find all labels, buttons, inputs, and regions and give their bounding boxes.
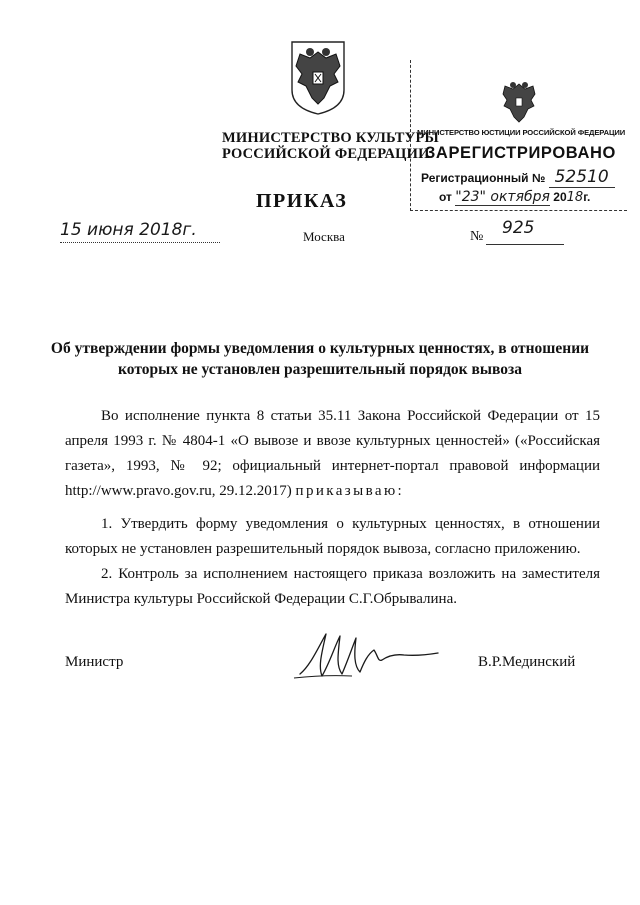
ministry-line-2: РОССИЙСКОЙ ФЕДЕРАЦИИ (222, 146, 430, 162)
stamp-status: ЗАРЕГИСТРИРОВАНО (425, 144, 616, 162)
stamp-date-hand: "23" октября (455, 189, 550, 205)
preamble-text: Во исполнение пункта 8 статьи 35.11 Закона Российской Федерации от 15 апреля 1993 г. № 4804-1 «О вывозе и ввозе культурных ценностей» («Российская газета», 1993, № 92; официальный интернет-портал правовой информации http://www.pravo.gov.ru, 29.12.2017) (65, 408, 600, 499)
stamp-ministry: МИНИСТЕРСТВО ЮСТИЦИИ РОССИЙСКОЙ ФЕДЕРАЦИИ (417, 128, 626, 137)
stamp-date (439, 189, 590, 205)
paragraph-item-2: 2. Контроль за исполнением настоящего приказа возложить на заместителя Министра культуры Российской Федерации С.Г.Обрывалина. (65, 566, 600, 607)
preamble-action: приказываю: (295, 483, 405, 499)
signer-title: Министр (65, 654, 124, 670)
order-date-underline (60, 242, 220, 243)
registration-stamp (410, 60, 627, 211)
order-number-label: № (470, 229, 484, 244)
order-title: ПРИКАЗ (256, 190, 348, 212)
stamp-year-hand: 18 (566, 190, 584, 205)
stamp-date-prefix: от (439, 190, 452, 204)
ministry-line-1: МИНИСТЕРСТВО КУЛЬТУРЫ (222, 130, 439, 146)
stamp-reg-label: Регистрационный № (421, 171, 546, 185)
ministry-name (222, 130, 439, 162)
order-number-underline (486, 244, 564, 245)
stamp-registration-number (421, 167, 615, 187)
stamp-emblem-icon (499, 80, 539, 126)
stamp-reg-number: 52510 (549, 167, 615, 188)
handwritten-signature (292, 626, 442, 682)
order-date: 15 июня 2018г. (60, 220, 197, 240)
stamp-year-suffix: г. (583, 190, 591, 204)
order-subject: Об утверждении формы уведомления о культурных ценностях, в отношении которых не установлен разрешительный порядок вывоза (50, 340, 590, 378)
stamp-year-prefix: 20 (553, 190, 567, 204)
order-number: 925 (502, 218, 535, 238)
paragraph-item-1: 1. Утвердить форму уведомления о культурных ценностях, в отношении которых не установлен разрешительный порядок вывоза, согласно приложению. (65, 516, 600, 557)
paragraph-preamble (65, 404, 600, 504)
order-city: Москва (303, 229, 345, 244)
russian-coat-of-arms-icon (286, 38, 350, 116)
signer-name: В.Р.Мединский (478, 654, 576, 670)
